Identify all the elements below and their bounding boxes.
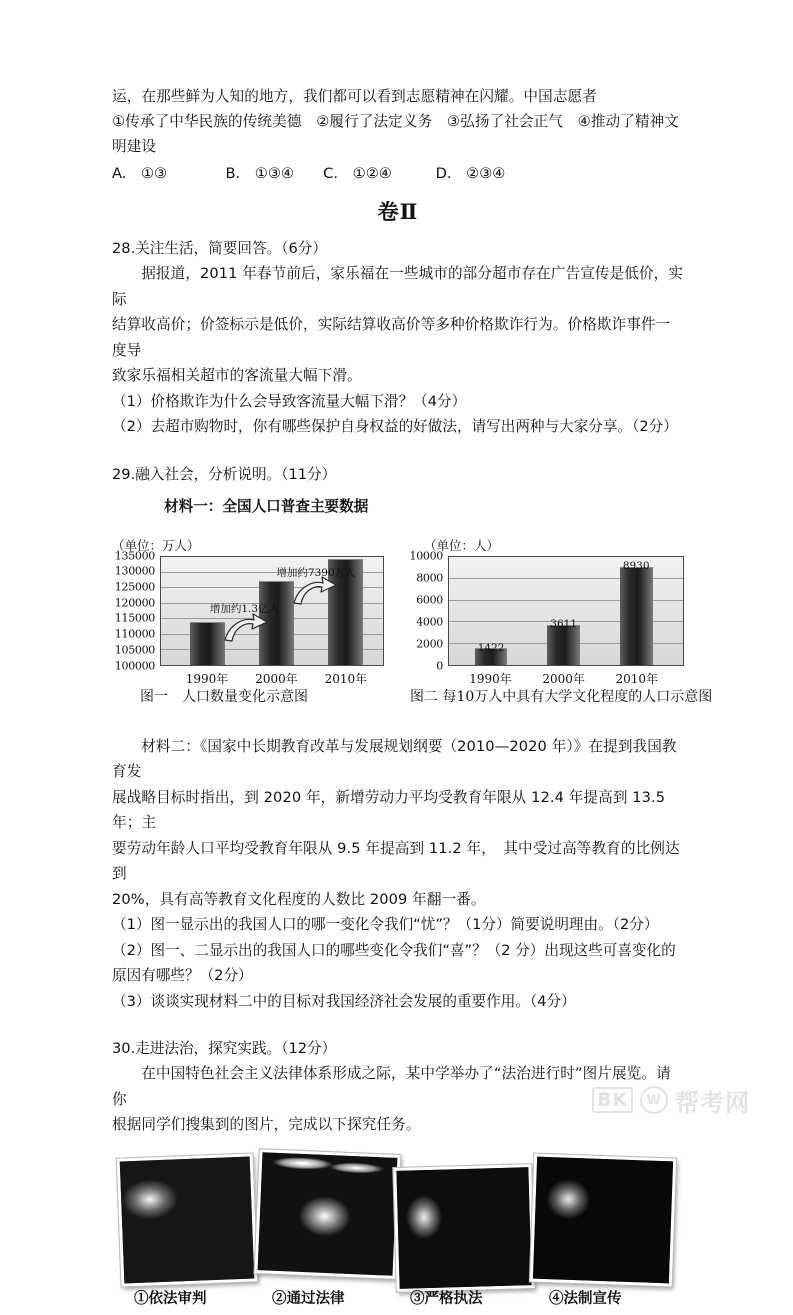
charts-container	[112, 520, 713, 708]
chart1-caption: 图一 人口数量变化示意图	[140, 688, 308, 705]
chart1-ytick: 130000	[114, 564, 155, 578]
chart2-unit-label: （单位：人）	[424, 537, 500, 553]
chart1-ytick: 125000	[114, 580, 155, 594]
chart1-y-axis	[112, 549, 158, 672]
question-30-heading: 30.走进法治，探究实践。（12分）	[112, 1040, 337, 1057]
photo-legislation-session	[254, 1149, 400, 1279]
chart1-arrow-icon	[223, 613, 269, 643]
chart1-bar	[190, 622, 226, 664]
chart2-ytick: 2000	[416, 637, 443, 650]
chart2-ytick: 0	[436, 659, 443, 672]
chart1-plot-area	[160, 556, 384, 666]
photo-caption-2: ②通过法律	[272, 1289, 345, 1307]
chart1-ytick: 120000	[114, 596, 155, 610]
question-stem-line: 运，在那些鲜为人知的地方，我们都可以看到志愿精神在闪耀。中国志愿者	[112, 88, 597, 105]
watermark	[592, 1083, 762, 1117]
section-title: 卷Ⅱ	[377, 199, 419, 224]
chart2-bar	[620, 567, 653, 664]
material-1-title: 材料一：全国人口普查主要数据	[164, 497, 369, 515]
watermark-letters: BK	[592, 1087, 633, 1113]
chart1-annotation-1: 增加约1.3亿人	[209, 602, 280, 615]
chart2-ytick: 10000	[409, 549, 443, 562]
chart2-x-axis	[448, 666, 684, 686]
photo-caption-3: ③严格执法	[410, 1289, 483, 1307]
question-29-sub3: （3）谈谈实现材料二中的目标对我国经济社会发展的重要作用。（4分）	[112, 992, 576, 1010]
chart-college-education	[400, 536, 684, 686]
chart1-ytick: 110000	[114, 627, 155, 641]
question-28-body-line1: 据报道，2011 年春节前后，家乐福在一些城市的部分超市存在广告宣传是低价，实际	[112, 265, 684, 308]
photo-captions	[112, 1287, 684, 1315]
chart2-body	[400, 549, 684, 672]
question-options: A. ①③ B. ①③④ C. ①②④ D. ②③④	[112, 165, 506, 182]
question-29-heading: 29.融入社会，分析说明。（11分）	[112, 465, 337, 483]
chart2-ytick: 4000	[416, 615, 443, 628]
photo-legal-publicity	[530, 1153, 676, 1286]
chart1-xlabel: 2000年	[255, 671, 298, 686]
chart2-ytick: 8000	[416, 571, 443, 584]
watermark-site-name: 帮考网	[675, 1088, 751, 1117]
question-30-body-line1: 在中国特色社会主义法律体系形成之际，某中学举办了“法治进行时”图片展览。请你	[112, 1065, 671, 1108]
material-2-line3: 要劳动年龄人口平均受教育年限从 9.5 年提高到 11.2 年， 其中受过高等教育的比例达到	[112, 839, 680, 882]
chart2-bar-value: 8930	[622, 559, 650, 572]
question-30-body-line2: 根据同学们搜集到的图片，完成以下探究任务。	[112, 1116, 421, 1133]
question-29-sub2-cont: 原因有哪些？（2分）	[112, 967, 253, 984]
material-2-line1: 材料二：《国家中长期教育改革与发展规划纲要（2010—2020 年）》在提到我国教育发	[112, 737, 677, 780]
photo-court-trial	[117, 1153, 258, 1286]
chart2-bar-value: 3611	[550, 618, 578, 631]
material-2-line4: 20%，具有高等教育文化程度的人数比 2009 年翻一番。	[112, 890, 486, 908]
photo-caption-4: ④法制宣传	[549, 1289, 622, 1307]
photo-caption-1: ①依法审判	[134, 1289, 207, 1307]
photo-gallery	[112, 1152, 684, 1287]
question-28-heading: 28.关注生活，简要回答。（6分）	[112, 240, 327, 257]
chart1-body	[112, 549, 384, 672]
chart1-arrow-icon	[292, 576, 338, 606]
chart1-ytick: 115000	[114, 611, 155, 625]
chart1-unit-label: （单位：万人）	[112, 537, 200, 553]
chart1-ytick: 100000	[114, 659, 155, 672]
question-28-sub1: （1）价格欺诈为什么会导致客流量大幅下滑？（4分）	[112, 392, 467, 410]
chart2-bar-value: 1422	[477, 641, 505, 654]
question-choices-line1: ①传承了中华民族的传统美德 ②履行了法定义务 ③弘扬了社会正气 ④推动了精神文	[112, 113, 680, 130]
question-28-body-line2: 结算收高价；价签标示是低价，实际结算收高价等多种价格欺诈行为。价格欺诈事件一度导	[112, 316, 671, 359]
chart1-xlabel: 2010年	[324, 671, 368, 686]
chart2-caption: 图二 每10万人中具有大学文化程度的人口示意图	[410, 688, 713, 705]
chart2-plot-area	[448, 556, 684, 666]
chart2-xlabel: 1990年	[469, 671, 512, 686]
chart1-ytick: 105000	[114, 643, 155, 657]
material-2-line2: 展战略目标时指出，到 2020 年，新增劳动力平均受教育年限从 12.4 年提高到 13.5 年；主	[112, 788, 666, 831]
question-28-body-line3: 致家乐福相关超市的客流量大幅下滑。	[112, 367, 362, 384]
question-choices-line2: 明建设	[112, 138, 157, 155]
chart2-y-axis	[400, 549, 446, 672]
question-29-sub1: （1）图一显示出的我国人口的哪一变化令我们“忧”？（1分）简要说明理由。（2分）	[112, 916, 659, 933]
watermark-circle-icon: W	[640, 1086, 668, 1114]
chart2-xlabel: 2010年	[615, 671, 659, 686]
chart1-ytick: 135000	[114, 549, 155, 562]
chart1-annotation-2: 增加约7390万人	[276, 567, 356, 580]
chart1-xlabel: 1990年	[185, 671, 229, 686]
chart2-bar	[547, 625, 580, 665]
question-28-sub2: （2）去超市购物时，你有哪些保护自身权益的好做法，请写出两种与大家分享。（2分）	[112, 418, 678, 435]
chart1-x-axis	[160, 666, 384, 686]
chart2-ytick: 6000	[416, 593, 443, 606]
question-29-sub2: （2）图一、二显示出的我国人口的哪些变化令我们“喜”？（2 分）出现这些可喜变化的	[112, 941, 676, 959]
photo-law-enforcement	[393, 1164, 534, 1292]
chart2-xlabel: 2000年	[542, 671, 585, 686]
chart-population-count	[112, 536, 384, 686]
